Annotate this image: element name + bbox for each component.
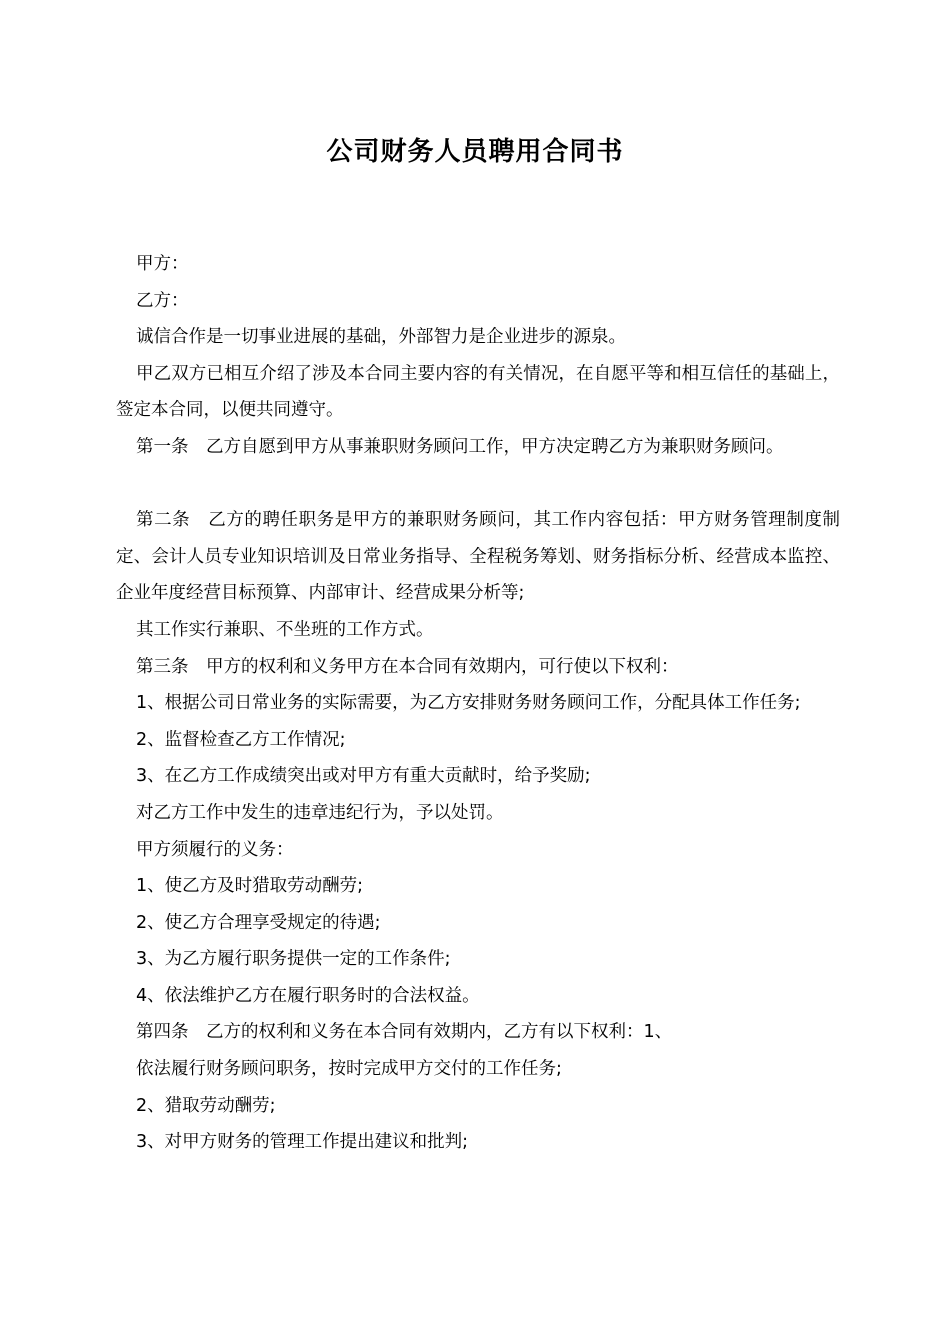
paragraph: 依法履行财务顾问职务，按时完成甲方交付的工作任务; xyxy=(136,1059,562,1080)
list-item: 2、猎取劳动酬劳; xyxy=(136,1095,276,1116)
list-item: 3、为乙方履行职务提供一定的工作条件; xyxy=(136,949,451,970)
paragraph: 甲方须履行的义务： xyxy=(136,839,294,860)
list-item: 3、在乙方工作成绩突出或对甲方有重大贡献时，给予奖励; xyxy=(136,766,591,787)
party-a-line: 甲方： xyxy=(136,254,189,274)
paragraph: 对乙方工作中发生的违章违纪行为，予以处罚。 xyxy=(136,802,504,823)
paragraph: 甲乙双方已相互介绍了涉及本合同主要内容的有关情况，在自愿平等和相互信任的基础上，签定本合同，以便共同遵守。 xyxy=(116,363,840,421)
article-1: 第一条 乙方自愿到甲方从事兼职财务顾问工作，甲方决定聘乙方为兼职财务顾问。 xyxy=(136,436,784,457)
document-body xyxy=(116,246,840,1161)
article-2: 第二条 乙方的聘任职务是甲方的兼职财务顾问，其工作内容包括：甲方财务管理制度制定、会计人员专业知识培训及日常业务指导、全程税务筹划、财务指标分析、经营成本监控、企业年度经营目标预算、内部审计、经营成果分析等; xyxy=(116,510,840,604)
article-4: 第四条 乙方的权利和义务在本合同有效期内，乙方有以下权利：1、 xyxy=(136,1022,673,1043)
list-item: 4、依法维护乙方在履行职务时的合法权益。 xyxy=(136,985,480,1006)
list-item: 1、根据公司日常业务的实际需要，为乙方安排财务财务顾问工作，分配具体工作任务; xyxy=(136,693,801,714)
article-3: 第三条 甲方的权利和义务甲方在本合同有效期内，可行使以下权利： xyxy=(136,656,679,677)
paragraph: 诚信合作是一切事业进展的基础，外部智力是企业进步的源泉。 xyxy=(136,327,626,348)
paragraph: 其工作实行兼职、不坐班的工作方式。 xyxy=(136,619,434,640)
list-item: 2、使乙方合理享受规定的待遇; xyxy=(136,912,381,933)
list-item: 3、对甲方财务的管理工作提出建议和批判; xyxy=(136,1132,469,1153)
document-title: 公司财务人员聘用合同书 xyxy=(326,137,624,167)
party-b-line: 乙方： xyxy=(136,290,189,311)
list-item: 1、使乙方及时猎取劳动酬劳; xyxy=(136,876,364,897)
list-item: 2、监督检查乙方工作情况; xyxy=(136,729,346,750)
